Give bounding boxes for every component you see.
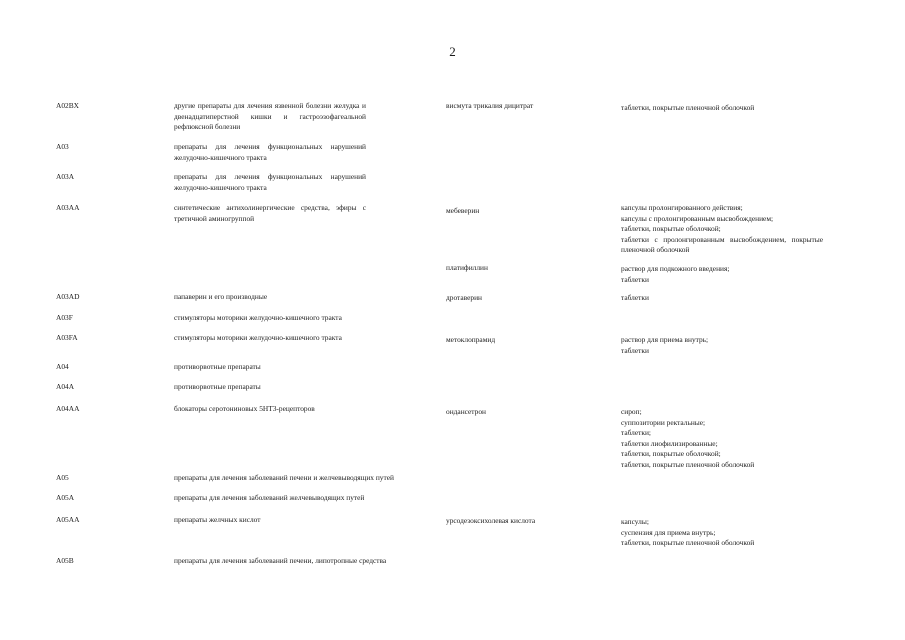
anatomical-therapeutic-group: препараты желчных кислот	[174, 515, 261, 524]
dosage-form-item: раствор для подкожного введения;	[621, 264, 730, 273]
page-number: 2	[449, 44, 456, 59]
anatomical-therapeutic-group: препараты для лечения функциональных нарушений желудочно-кишечного тракта	[174, 172, 366, 192]
dosage-forms	[621, 264, 823, 285]
dosage-forms	[621, 517, 823, 549]
atc-code: A05AA	[56, 515, 80, 524]
dosage-forms	[621, 293, 823, 304]
drug-name: дротаверин	[446, 293, 482, 302]
anatomical-therapeutic-group: синтетические антихолинергические средства, эфиры с третичной аминогруппой	[174, 203, 366, 223]
atc-code: A03AA	[56, 203, 80, 212]
drug-name: метоклопрамид	[446, 335, 496, 344]
dosage-forms	[621, 103, 823, 114]
dosage-form-item: сироп;	[621, 407, 642, 416]
anatomical-therapeutic-group: противорвотные препараты	[174, 362, 261, 371]
drug-name: висмута трикалия дицитрат	[446, 101, 534, 110]
dosage-form-item: таблетки, покрытые пленочной оболочкой	[621, 459, 755, 469]
dosage-form-item: раствор для приема внутрь;	[621, 335, 709, 344]
atc-code: A05B	[56, 556, 74, 565]
drug-name: урсодезоксихолевая кислота	[446, 516, 536, 525]
atc-code: A03FA	[56, 333, 78, 342]
drug-name: ондансетрон	[446, 407, 486, 416]
dosage-form-item: таблетки, покрытые оболочкой;	[621, 449, 721, 459]
dosage-forms	[621, 407, 823, 471]
dosage-form-item: таблетки, покрытые оболочкой;	[621, 224, 721, 234]
dosage-form-item: таблетки с пролонгированным высвобождением, покрытые пленочной оболочкой	[621, 234, 823, 255]
dosage-form-item: суппозитории ректальные;	[621, 417, 706, 427]
anatomical-therapeutic-group: блокаторы серотониновых 5HT3-рецепторов	[174, 404, 315, 413]
dosage-form-item: капсулы с пролонгированным высвобождением;	[621, 213, 774, 223]
anatomical-therapeutic-group: препараты для лечения заболеваний желчевыводящих путей	[174, 493, 365, 502]
dosage-forms	[621, 203, 823, 256]
drug-name: мебеверин	[446, 206, 480, 215]
drug-name: платифиллин	[446, 263, 488, 272]
dosage-form-item: капсулы пролонгированного действия;	[621, 203, 743, 212]
dosage-form-item: таблетки	[621, 274, 649, 284]
dosage-form-item: суспензия для приема внутрь;	[621, 527, 716, 537]
atc-code: A04	[56, 362, 69, 371]
atc-code: A05A	[56, 493, 75, 502]
anatomical-therapeutic-group: препараты для лечения функциональных нарушений желудочно-кишечного тракта	[174, 142, 366, 162]
dosage-form-item: капсулы;	[621, 517, 649, 526]
atc-code: A03	[56, 142, 69, 151]
anatomical-therapeutic-group: другие препараты для лечения язвенной болезни желудка и двенадцатиперстной кишки и гастроэзофагеальной рефлюксной болезни	[174, 101, 366, 132]
atc-code: A03F	[56, 313, 73, 322]
atc-code: A03AD	[56, 292, 80, 301]
anatomical-therapeutic-group: противорвотные препараты	[174, 382, 261, 391]
dosage-form-item: таблетки, покрытые пленочной оболочкой	[621, 538, 755, 548]
dosage-form-item: таблетки	[621, 293, 649, 302]
anatomical-therapeutic-group: стимуляторы моторики желудочно-кишечного тракта	[174, 313, 342, 322]
anatomical-therapeutic-group: папаверин и его производные	[174, 292, 268, 301]
anatomical-therapeutic-group: стимуляторы моторики желудочно-кишечного тракта	[174, 333, 342, 342]
dosage-forms	[621, 335, 823, 356]
dosage-form-item: таблетки, покрытые пленочной оболочкой	[621, 103, 755, 112]
anatomical-therapeutic-group: препараты для лечения заболеваний печени, липотропные средства	[174, 556, 387, 565]
atc-code: A05	[56, 473, 69, 482]
atc-code: A04A	[56, 382, 75, 391]
atc-code: A04AA	[56, 404, 80, 413]
atc-code: A02BX	[56, 101, 79, 110]
dosage-form-item: таблетки	[621, 345, 649, 355]
anatomical-therapeutic-group: препараты для лечения заболеваний печени и желчевыводящих путей	[174, 473, 394, 482]
atc-code: A03A	[56, 172, 75, 181]
dosage-form-item: таблетки лиофилизированные;	[621, 438, 718, 448]
dosage-form-item: таблетки;	[621, 428, 651, 438]
